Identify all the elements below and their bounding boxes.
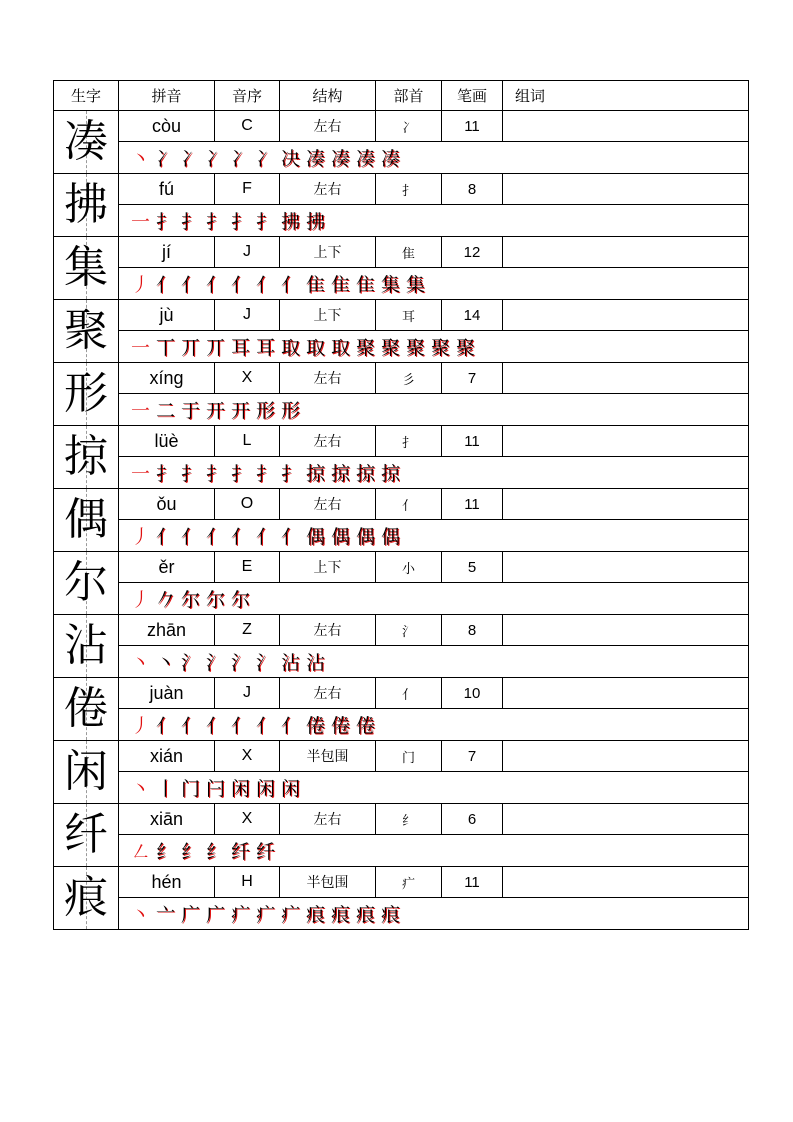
radical-cell: 扌 bbox=[376, 174, 442, 205]
stroke-order-row bbox=[54, 835, 749, 867]
stroke-step: 拂 bbox=[305, 211, 325, 233]
stroke-step: 聚 bbox=[355, 337, 375, 359]
stroke-step: 冫 bbox=[205, 148, 225, 170]
stroke-step: 氵 bbox=[180, 652, 200, 674]
character-info-row bbox=[54, 678, 749, 709]
stroke-step: 聚 bbox=[380, 337, 400, 359]
stroke-step: 亻 bbox=[155, 715, 175, 737]
stroke-step: 广 bbox=[205, 904, 225, 926]
words-cell[interactable] bbox=[503, 552, 749, 583]
pinyin-cell: jí bbox=[119, 237, 215, 268]
stroke-step: 拂 bbox=[280, 211, 300, 233]
words-cell[interactable] bbox=[503, 678, 749, 709]
character-glyph: 拂 bbox=[64, 179, 108, 230]
stroke-step: 亻 bbox=[255, 274, 275, 296]
character-cell bbox=[54, 552, 119, 615]
structure-cell: 上下 bbox=[280, 237, 376, 268]
stroke-step: 痕 bbox=[380, 904, 400, 926]
structure-cell: 左右 bbox=[280, 174, 376, 205]
stroke-order-cell bbox=[119, 772, 749, 804]
stroke-step: 耳 bbox=[230, 337, 250, 359]
character-glyph: 尔 bbox=[64, 557, 108, 608]
stroke-step: 于 bbox=[180, 400, 200, 422]
stroke-order-row bbox=[54, 457, 749, 489]
character-cell bbox=[54, 237, 119, 300]
pinyin-cell: xíng bbox=[119, 363, 215, 394]
radical-cell: 耳 bbox=[376, 300, 442, 331]
radical-cell: 氵 bbox=[376, 615, 442, 646]
character-glyph: 掠 bbox=[64, 431, 108, 482]
initial-cell: J bbox=[215, 300, 280, 331]
character-glyph: 痕 bbox=[64, 872, 108, 923]
stroke-order-row bbox=[54, 268, 749, 300]
stroke-step: 纟 bbox=[155, 841, 175, 863]
character-cell bbox=[54, 489, 119, 552]
stroke-step: 扌 bbox=[230, 211, 250, 233]
stroke-order-row bbox=[54, 898, 749, 930]
character-info-row bbox=[54, 426, 749, 457]
stroke-step: 掠 bbox=[330, 463, 350, 485]
character-cell bbox=[54, 804, 119, 867]
stroke-step: 亻 bbox=[205, 715, 225, 737]
stroke-step: 凑 bbox=[355, 148, 375, 170]
stroke-step: ㇜ bbox=[130, 841, 150, 863]
stroke-order-cell bbox=[119, 709, 749, 741]
character-info-row bbox=[54, 867, 749, 898]
stroke-step: 聚 bbox=[430, 337, 450, 359]
words-cell[interactable] bbox=[503, 867, 749, 898]
stroke-step: 扌 bbox=[255, 463, 275, 485]
stroke-step: 丿 bbox=[130, 526, 150, 548]
character-info-row bbox=[54, 111, 749, 142]
stroke-step: 开 bbox=[205, 400, 225, 422]
stroke-step: 亠 bbox=[155, 904, 175, 926]
radical-cell: 疒 bbox=[376, 867, 442, 898]
initial-cell: H bbox=[215, 867, 280, 898]
stroke-step: 二 bbox=[155, 400, 175, 422]
structure-cell: 半包围 bbox=[280, 867, 376, 898]
stroke-step: 氵 bbox=[230, 652, 250, 674]
radical-cell: 亻 bbox=[376, 489, 442, 520]
stroke-step: 倦 bbox=[330, 715, 350, 737]
stroke-step: 凑 bbox=[380, 148, 400, 170]
stroke-step: 形 bbox=[280, 400, 300, 422]
stroke-step: 广 bbox=[180, 904, 200, 926]
stroke-step: 丅 bbox=[155, 337, 175, 359]
character-glyph: 纤 bbox=[64, 809, 108, 860]
header-initial: 音序 bbox=[215, 81, 280, 111]
character-cell bbox=[54, 111, 119, 174]
words-cell[interactable] bbox=[503, 363, 749, 394]
initial-cell: L bbox=[215, 426, 280, 457]
character-info-row bbox=[54, 741, 749, 772]
stroke-step: 亻 bbox=[155, 274, 175, 296]
header-row bbox=[54, 81, 749, 111]
character-glyph: 集 bbox=[64, 242, 108, 293]
stroke-order-cell bbox=[119, 835, 749, 867]
stroke-step: 亻 bbox=[155, 526, 175, 548]
stroke-step: 尔 bbox=[180, 589, 200, 611]
stroke-step: 取 bbox=[330, 337, 350, 359]
header-words: 组词 bbox=[503, 81, 749, 111]
radical-cell: 扌 bbox=[376, 426, 442, 457]
stroke-step: 掠 bbox=[305, 463, 325, 485]
stroke-step: 一 bbox=[130, 211, 150, 233]
stroke-step: 氵 bbox=[205, 652, 225, 674]
header-stroke-count: 笔画 bbox=[442, 81, 503, 111]
initial-cell: J bbox=[215, 237, 280, 268]
character-info-row bbox=[54, 300, 749, 331]
structure-cell: 左右 bbox=[280, 804, 376, 835]
stroke-step: 凑 bbox=[305, 148, 325, 170]
stroke-step: 冫 bbox=[180, 148, 200, 170]
stroke-step: 丿 bbox=[130, 589, 150, 611]
words-cell[interactable] bbox=[503, 426, 749, 457]
stroke-step: 纤 bbox=[230, 841, 250, 863]
radical-cell: 冫 bbox=[376, 111, 442, 142]
stroke-step: 亻 bbox=[205, 526, 225, 548]
stroke-step: 𠂊 bbox=[155, 589, 175, 611]
stroke-count-cell: 11 bbox=[442, 426, 503, 457]
structure-cell: 半包围 bbox=[280, 741, 376, 772]
stroke-order-row bbox=[54, 394, 749, 426]
stroke-step: 亻 bbox=[280, 526, 300, 548]
stroke-step: 集 bbox=[405, 274, 425, 296]
character-cell bbox=[54, 174, 119, 237]
stroke-step: 取 bbox=[280, 337, 300, 359]
stroke-step: 扌 bbox=[205, 211, 225, 233]
words-cell[interactable] bbox=[503, 615, 749, 646]
stroke-step: 亻 bbox=[255, 715, 275, 737]
stroke-step: 闲 bbox=[230, 778, 250, 800]
character-glyph: 偶 bbox=[64, 494, 108, 545]
header-pinyin: 拼音 bbox=[119, 81, 215, 111]
stroke-step: 痕 bbox=[355, 904, 375, 926]
stroke-step: 冫 bbox=[230, 148, 250, 170]
stroke-step: 隹 bbox=[305, 274, 325, 296]
stroke-order-cell bbox=[119, 205, 749, 237]
stroke-count-cell: 7 bbox=[442, 741, 503, 772]
character-glyph: 倦 bbox=[64, 683, 108, 734]
stroke-count-cell: 11 bbox=[442, 489, 503, 520]
stroke-step: 亻 bbox=[180, 715, 200, 737]
structure-cell: 左右 bbox=[280, 426, 376, 457]
pinyin-cell: zhān bbox=[119, 615, 215, 646]
stroke-order-row bbox=[54, 142, 749, 174]
pinyin-cell: còu bbox=[119, 111, 215, 142]
character-info-row bbox=[54, 489, 749, 520]
character-cell bbox=[54, 615, 119, 678]
stroke-count-cell: 8 bbox=[442, 615, 503, 646]
stroke-count-cell: 5 bbox=[442, 552, 503, 583]
stroke-step: 取 bbox=[305, 337, 325, 359]
stroke-step: 疒 bbox=[230, 904, 250, 926]
stroke-count-cell: 12 bbox=[442, 237, 503, 268]
stroke-step: 偶 bbox=[355, 526, 375, 548]
stroke-step: 冫 bbox=[155, 148, 175, 170]
character-cell bbox=[54, 300, 119, 363]
stroke-step: 亻 bbox=[230, 715, 250, 737]
initial-cell: F bbox=[215, 174, 280, 205]
stroke-step: 尔 bbox=[205, 589, 225, 611]
words-cell[interactable] bbox=[503, 804, 749, 835]
stroke-step: 疒 bbox=[255, 904, 275, 926]
character-glyph: 聚 bbox=[64, 305, 108, 356]
stroke-step: 闲 bbox=[280, 778, 300, 800]
stroke-step: 一 bbox=[130, 400, 150, 422]
stroke-step: 倦 bbox=[305, 715, 325, 737]
stroke-step: 丶 bbox=[130, 652, 150, 674]
character-glyph: 凑 bbox=[64, 116, 108, 167]
structure-cell: 左右 bbox=[280, 111, 376, 142]
stroke-step: 开 bbox=[230, 400, 250, 422]
character-info-row bbox=[54, 363, 749, 394]
stroke-count-cell: 8 bbox=[442, 174, 503, 205]
pinyin-cell: ěr bbox=[119, 552, 215, 583]
stroke-step: 隹 bbox=[330, 274, 350, 296]
header-structure: 结构 bbox=[280, 81, 376, 111]
stroke-step: 纟 bbox=[205, 841, 225, 863]
stroke-step: 亻 bbox=[255, 526, 275, 548]
stroke-count-cell: 6 bbox=[442, 804, 503, 835]
character-cell bbox=[54, 741, 119, 804]
pinyin-cell: xiān bbox=[119, 804, 215, 835]
stroke-step: 扌 bbox=[155, 463, 175, 485]
stroke-order-row bbox=[54, 205, 749, 237]
radical-cell: 门 bbox=[376, 741, 442, 772]
words-cell[interactable] bbox=[503, 111, 749, 142]
stroke-step: 凑 bbox=[330, 148, 350, 170]
radical-cell: 纟 bbox=[376, 804, 442, 835]
stroke-count-cell: 14 bbox=[442, 300, 503, 331]
stroke-order-cell bbox=[119, 394, 749, 426]
initial-cell: C bbox=[215, 111, 280, 142]
stroke-order-row bbox=[54, 772, 749, 804]
pinyin-cell: ǒu bbox=[119, 489, 215, 520]
stroke-step: 扌 bbox=[180, 463, 200, 485]
stroke-step: 亻 bbox=[280, 715, 300, 737]
structure-cell: 上下 bbox=[280, 552, 376, 583]
stroke-step: 集 bbox=[380, 274, 400, 296]
stroke-step: 丶 bbox=[155, 652, 175, 674]
structure-cell: 左右 bbox=[280, 615, 376, 646]
stroke-step: 痕 bbox=[305, 904, 325, 926]
radical-cell: 小 bbox=[376, 552, 442, 583]
stroke-step: 沾 bbox=[305, 652, 325, 674]
stroke-step: 亻 bbox=[230, 526, 250, 548]
stroke-step: 亻 bbox=[180, 274, 200, 296]
character-cell bbox=[54, 867, 119, 930]
stroke-step: 闩 bbox=[205, 778, 225, 800]
initial-cell: O bbox=[215, 489, 280, 520]
stroke-step: 聚 bbox=[455, 337, 475, 359]
initial-cell: X bbox=[215, 363, 280, 394]
character-glyph: 沾 bbox=[64, 620, 108, 671]
character-glyph: 闲 bbox=[64, 746, 108, 797]
stroke-order-row bbox=[54, 709, 749, 741]
initial-cell: E bbox=[215, 552, 280, 583]
pinyin-cell: jù bbox=[119, 300, 215, 331]
character-info-row bbox=[54, 804, 749, 835]
stroke-step: 偶 bbox=[305, 526, 325, 548]
pinyin-cell: xián bbox=[119, 741, 215, 772]
stroke-step: 门 bbox=[180, 778, 200, 800]
stroke-step: 冫 bbox=[255, 148, 275, 170]
stroke-step: 扌 bbox=[180, 211, 200, 233]
stroke-step: 偶 bbox=[380, 526, 400, 548]
initial-cell: X bbox=[215, 741, 280, 772]
stroke-step: 闲 bbox=[255, 778, 275, 800]
stroke-step: 倦 bbox=[355, 715, 375, 737]
character-info-row bbox=[54, 174, 749, 205]
stroke-step: 纤 bbox=[255, 841, 275, 863]
words-cell[interactable] bbox=[503, 174, 749, 205]
stroke-step: 丶 bbox=[130, 904, 150, 926]
header-character: 生字 bbox=[54, 81, 119, 111]
stroke-step: 沾 bbox=[280, 652, 300, 674]
stroke-step: 丌 bbox=[180, 337, 200, 359]
words-cell[interactable] bbox=[503, 300, 749, 331]
stroke-order-cell bbox=[119, 583, 749, 615]
stroke-count-cell: 11 bbox=[442, 867, 503, 898]
stroke-step: 尔 bbox=[230, 589, 250, 611]
stroke-step: 亻 bbox=[230, 274, 250, 296]
radical-cell: 彡 bbox=[376, 363, 442, 394]
stroke-order-row bbox=[54, 331, 749, 363]
stroke-step: 亻 bbox=[180, 526, 200, 548]
stroke-order-cell bbox=[119, 331, 749, 363]
structure-cell: 左右 bbox=[280, 678, 376, 709]
header-radical: 部首 bbox=[376, 81, 442, 111]
character-cell bbox=[54, 363, 119, 426]
pinyin-cell: fú bbox=[119, 174, 215, 205]
stroke-order-row bbox=[54, 583, 749, 615]
radical-cell: 隹 bbox=[376, 237, 442, 268]
stroke-step: 丿 bbox=[130, 274, 150, 296]
stroke-order-cell bbox=[119, 646, 749, 678]
stroke-step: 丶 bbox=[130, 778, 150, 800]
character-practice-table bbox=[53, 80, 749, 930]
stroke-step: 痕 bbox=[330, 904, 350, 926]
structure-cell: 左右 bbox=[280, 489, 376, 520]
pinyin-cell: juàn bbox=[119, 678, 215, 709]
stroke-step: 掠 bbox=[355, 463, 375, 485]
structure-cell: 左右 bbox=[280, 363, 376, 394]
stroke-order-cell bbox=[119, 457, 749, 489]
stroke-step: 一 bbox=[130, 337, 150, 359]
stroke-step: 丶 bbox=[130, 148, 150, 170]
stroke-step: 隹 bbox=[355, 274, 375, 296]
pinyin-cell: lüè bbox=[119, 426, 215, 457]
character-cell bbox=[54, 426, 119, 489]
stroke-step: 决 bbox=[280, 148, 300, 170]
stroke-step: 扌 bbox=[255, 211, 275, 233]
character-info-row bbox=[54, 552, 749, 583]
stroke-step: 氵 bbox=[255, 652, 275, 674]
words-cell[interactable] bbox=[503, 489, 749, 520]
stroke-order-cell bbox=[119, 268, 749, 300]
stroke-step: 扌 bbox=[230, 463, 250, 485]
stroke-step: 丨 bbox=[155, 778, 175, 800]
stroke-order-cell bbox=[119, 520, 749, 552]
words-cell[interactable] bbox=[503, 237, 749, 268]
character-glyph: 形 bbox=[64, 368, 108, 419]
structure-cell: 上下 bbox=[280, 300, 376, 331]
stroke-step: 疒 bbox=[280, 904, 300, 926]
radical-cell: 亻 bbox=[376, 678, 442, 709]
stroke-step: 扌 bbox=[155, 211, 175, 233]
stroke-step: 聚 bbox=[405, 337, 425, 359]
character-info-row bbox=[54, 615, 749, 646]
stroke-step: 丌 bbox=[205, 337, 225, 359]
initial-cell: Z bbox=[215, 615, 280, 646]
stroke-step: 丿 bbox=[130, 715, 150, 737]
pinyin-cell: hén bbox=[119, 867, 215, 898]
character-info-row bbox=[54, 237, 749, 268]
stroke-count-cell: 10 bbox=[442, 678, 503, 709]
stroke-step: 亻 bbox=[205, 274, 225, 296]
stroke-step: 掠 bbox=[380, 463, 400, 485]
words-cell[interactable] bbox=[503, 741, 749, 772]
stroke-order-row bbox=[54, 646, 749, 678]
stroke-step: 耳 bbox=[255, 337, 275, 359]
stroke-step: 形 bbox=[255, 400, 275, 422]
stroke-step: 一 bbox=[130, 463, 150, 485]
stroke-order-cell bbox=[119, 142, 749, 174]
stroke-step: 偶 bbox=[330, 526, 350, 548]
character-cell bbox=[54, 678, 119, 741]
stroke-count-cell: 7 bbox=[442, 363, 503, 394]
stroke-order-cell bbox=[119, 898, 749, 930]
stroke-step: 纟 bbox=[180, 841, 200, 863]
stroke-step: 扌 bbox=[205, 463, 225, 485]
initial-cell: J bbox=[215, 678, 280, 709]
stroke-step: 扌 bbox=[280, 463, 300, 485]
stroke-order-row bbox=[54, 520, 749, 552]
stroke-step: 亻 bbox=[280, 274, 300, 296]
initial-cell: X bbox=[215, 804, 280, 835]
stroke-count-cell: 11 bbox=[442, 111, 503, 142]
